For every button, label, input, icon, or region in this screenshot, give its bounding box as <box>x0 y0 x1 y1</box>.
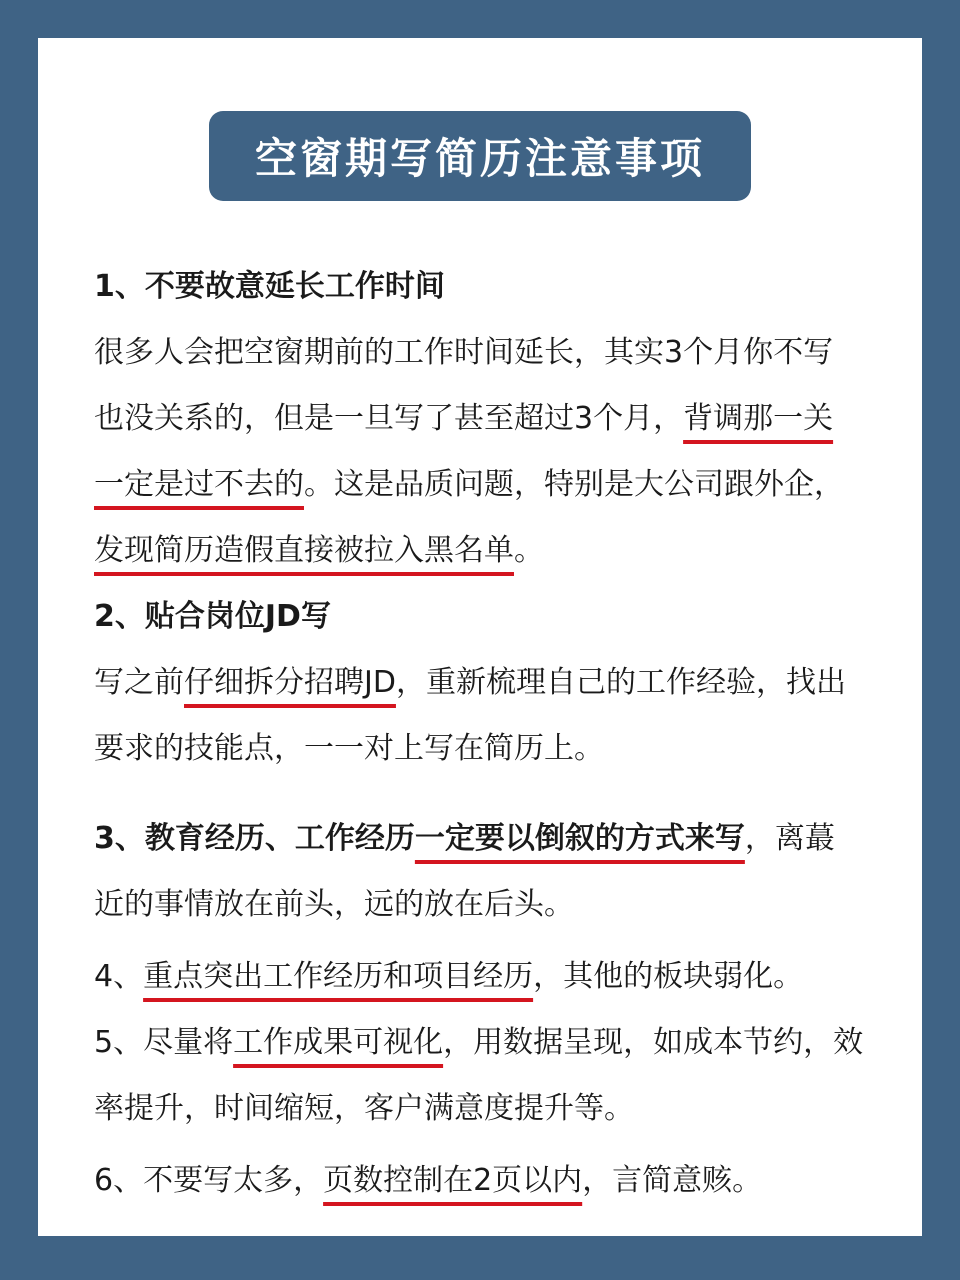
highlight-split-jd: 仔细拆分招聘JD <box>184 665 396 700</box>
section-3-line-1 <box>94 814 880 880</box>
section-1-line-1: 很多人会把空窗期前的工作时间延长，其实3个月你不写 <box>94 335 834 370</box>
section-4-c: ，其他的板块弱化。 <box>533 959 804 994</box>
section-3-line-2: 近的事情放在前头，远的放在后头。 <box>94 887 574 922</box>
section-3-line-1-c: ，离蕞 <box>744 821 835 856</box>
section-2-line-1-c: ，重新梳理自己的工作经验，找出 <box>395 665 846 700</box>
highlight-visualize-results: 工作成果可视化 <box>233 1025 444 1060</box>
highlight-background-check: 背调那一关 <box>683 401 834 436</box>
section-1-line-2 <box>94 394 880 460</box>
section-2-line-2: 要求的技能点，一一对上写在简历上。 <box>94 731 604 766</box>
section-5-a: 5、尽量将 <box>94 1025 234 1060</box>
section-2-line-1 <box>94 658 880 724</box>
section-4-line <box>94 952 880 1018</box>
highlight-cannot-pass: 一定是过不去的 <box>94 467 304 502</box>
tips-content <box>94 262 880 1222</box>
title-banner <box>209 111 751 201</box>
section-1-line-3 <box>94 460 880 526</box>
section-1-heading: 1、不要故意延长工作时间 <box>94 269 445 304</box>
highlight-reverse-order: 一定要以倒叙的方式来写 <box>414 821 745 856</box>
section-5-line-1 <box>94 1018 880 1084</box>
spacer <box>94 790 880 814</box>
section-2-heading: 2、贴合岗位JD写 <box>94 599 331 634</box>
section-1-line-3-text: 。这是品质问题，特别是大公司跟外企， <box>304 467 844 502</box>
section-1-line-4-text: 。 <box>514 533 544 568</box>
page-title: 空窗期写简历注意事项 <box>254 134 705 183</box>
highlight-page-limit: 页数控制在2页以内 <box>323 1163 583 1198</box>
section-6-line <box>94 1156 880 1222</box>
section-1-line-2-text: 也没关系的，但是一旦写了甚至超过3个月， <box>94 401 684 436</box>
section-5-c: ，用数据呈现，如成本节约，效 <box>443 1025 864 1060</box>
section-5-line-2: 率提升，时间缩短，客户满意度提升等。 <box>94 1091 634 1126</box>
section-6-c: ，言简意赅。 <box>582 1163 763 1198</box>
highlight-key-experience: 重点突出工作经历和项目经历 <box>143 959 534 994</box>
section-3-heading-a: 3、教育经历、工作经历 <box>94 821 415 856</box>
highlight-blacklist: 发现简历造假直接被拉入黑名单 <box>94 533 514 568</box>
section-2-line-1-a: 写之前 <box>94 665 184 700</box>
section-6-a: 6、不要写太多， <box>94 1163 324 1198</box>
watermark <box>400 1248 570 1264</box>
section-1-line-4 <box>94 526 880 592</box>
section-4-a: 4、 <box>94 959 144 994</box>
